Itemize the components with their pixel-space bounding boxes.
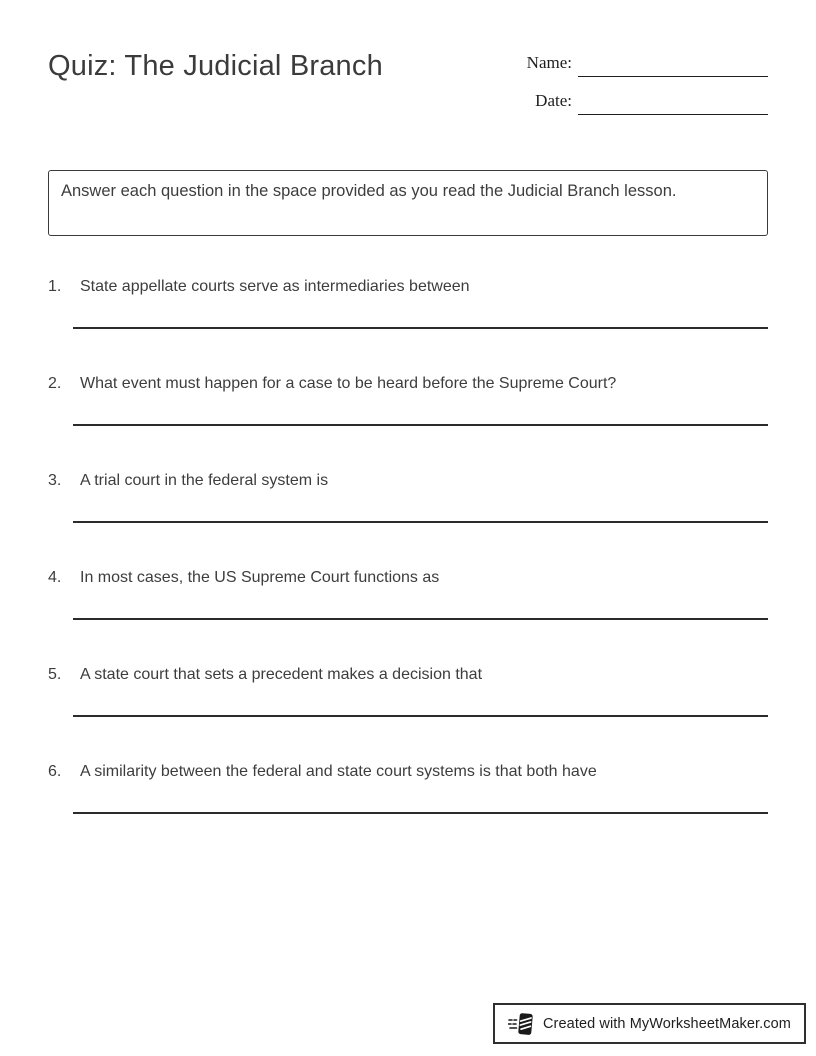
question-item-3 — [48, 470, 768, 567]
question-item-6 — [48, 761, 768, 858]
question-item-1 — [48, 276, 768, 373]
question-number: 5. — [48, 666, 62, 683]
credit-badge — [493, 1003, 806, 1044]
question-item-2 — [48, 373, 768, 470]
question-text: A trial court in the federal system is — [80, 472, 329, 489]
question-number: 4. — [48, 569, 62, 586]
question-text: In most cases, the US Supreme Court functions as — [80, 569, 440, 586]
question-number: 6. — [48, 763, 62, 780]
date-field[interactable] — [578, 114, 768, 115]
question-text: State appellate courts serve as intermediaries between — [80, 278, 470, 295]
question-number: 3. — [48, 472, 62, 489]
answer-line-1[interactable] — [73, 327, 768, 329]
answer-line-4[interactable] — [73, 618, 768, 620]
question-text: A state court that sets a precedent makes a decision that — [80, 666, 483, 683]
name-label: Name: — [526, 53, 572, 72]
question-number: 2. — [48, 375, 62, 392]
question-number: 1. — [48, 278, 62, 295]
question-item-5 — [48, 664, 768, 761]
question-text: A similarity between the federal and state court systems is that both have — [80, 763, 597, 780]
question-text: What event must happen for a case to be heard before the Supreme Court? — [80, 375, 617, 392]
instructions-text: Answer each question in the space provided as you read the Judicial Branch lesson. — [61, 182, 677, 200]
answer-line-2[interactable] — [73, 424, 768, 426]
credit-text: Created with MyWorksheetMaker.com — [542, 1015, 791, 1032]
question-list — [48, 276, 768, 858]
name-field[interactable] — [578, 76, 768, 77]
worksheet-maker-logo-icon — [508, 1012, 535, 1036]
instructions-box — [48, 170, 768, 236]
date-label: Date: — [535, 91, 572, 110]
question-item-4 — [48, 567, 768, 664]
answer-line-6[interactable] — [73, 812, 768, 814]
answer-line-5[interactable] — [73, 715, 768, 717]
page-title: Quiz: The Judicial Branch — [48, 50, 383, 82]
answer-line-3[interactable] — [73, 521, 768, 523]
